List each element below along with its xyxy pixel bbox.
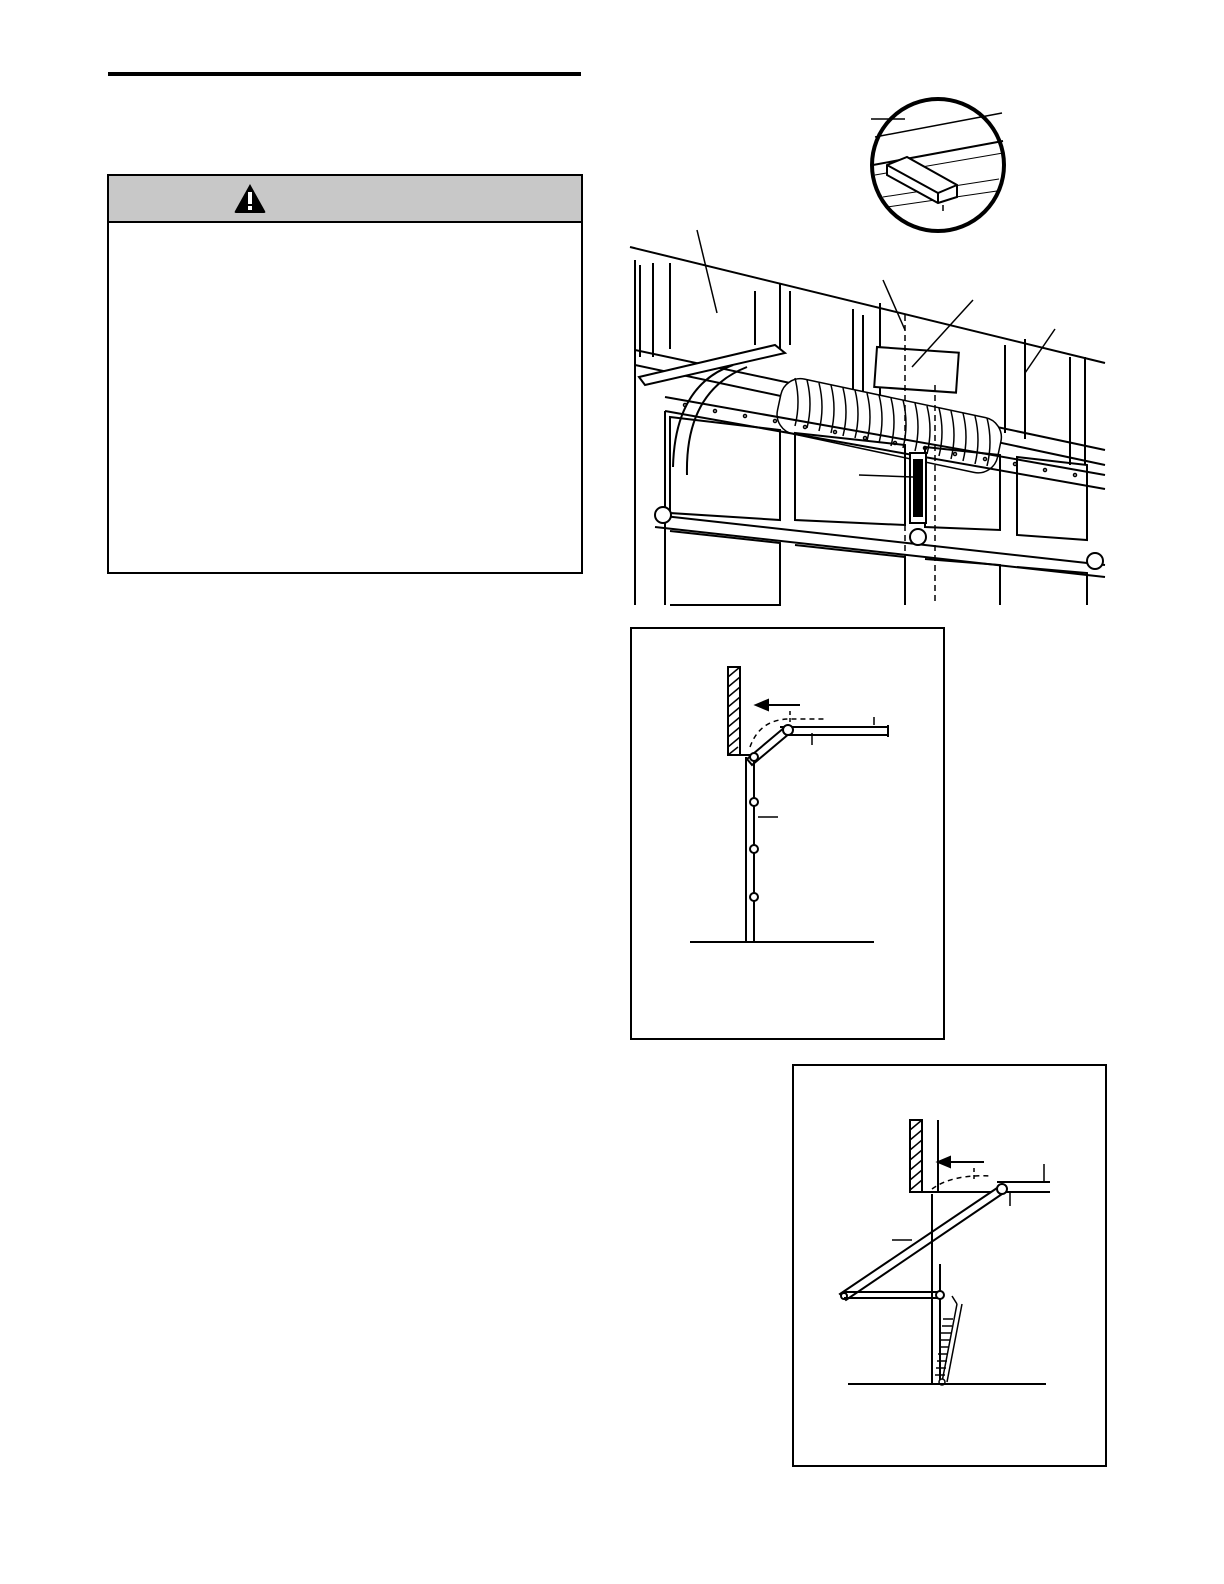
section-rule bbox=[108, 72, 581, 76]
warning-box bbox=[107, 174, 583, 574]
warning-triangle-icon bbox=[233, 182, 267, 214]
one-piece-side-view-figure bbox=[792, 1064, 1108, 1468]
wall-hatch-icon bbox=[910, 1120, 922, 1192]
sectional-side-view-figure bbox=[630, 627, 946, 1041]
door-arm-icon bbox=[840, 1184, 1010, 1300]
warning-body bbox=[109, 223, 581, 572]
wood-block-icon bbox=[871, 99, 1004, 231]
warning-header bbox=[109, 176, 581, 223]
torsion-spring-icon bbox=[773, 375, 1005, 477]
wall-hatch-icon bbox=[728, 667, 740, 755]
door-header-figure bbox=[625, 95, 1110, 610]
